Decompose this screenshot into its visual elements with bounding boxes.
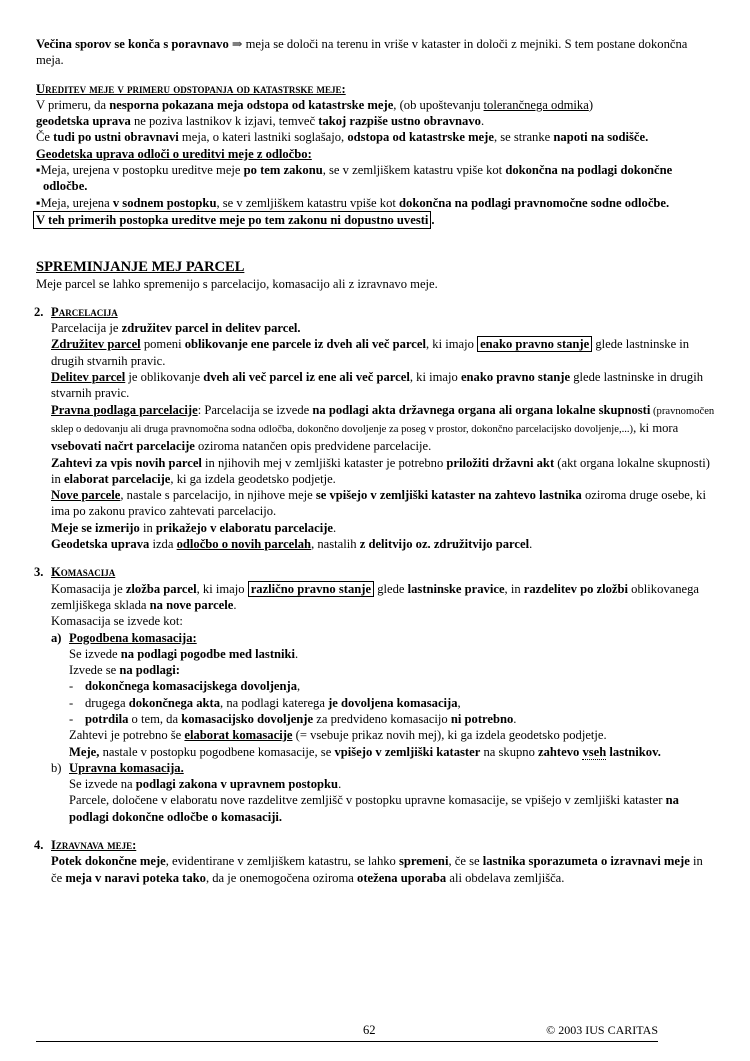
ureditev-p1: V primeru, da nesporna pokazana meja odstopa od katastrske meje, (ob upoštevanju tolerančnega odmika) geodetska uprava ne poziva lastnikov k izjavi, temveč takoj razpiše ustno obravnavo. bbox=[36, 97, 594, 129]
page-number: 62 bbox=[363, 1023, 376, 1037]
page-footer bbox=[36, 1021, 658, 1042]
list-item: - potrdila o tem, da komasacijsko dovoljenje za predvideno komasacijo ni potrebno. bbox=[69, 711, 517, 726]
section-number: 2. bbox=[34, 304, 44, 319]
boxed-statement: V teh primerih postopka ureditve meje po tem zakonu ni dopustno uvesti . bbox=[36, 211, 716, 229]
list-item: - dokončnega komasacijskega dovoljenja, bbox=[69, 679, 301, 694]
ureditev-p4: Geodetska uprava odloči o ureditvi meje z odločbo: bbox=[36, 146, 312, 161]
ureditev-heading: Ureditev meje v primeru odstopanja od katastrske meje: bbox=[36, 81, 346, 96]
section-intro: Meje parcel se lahko spremenijo s parcelacijo, komasacijo ali z izravnavo meje. bbox=[36, 276, 438, 291]
list-item: ▪Meja, urejena v sodnem postopku, se v zemljiškem katastru vpiše kot dokončna na podlagi pravnomočne sodne odločbe. bbox=[36, 195, 670, 210]
section-number: 3. bbox=[34, 565, 44, 580]
list-item: ▪Meja, urejena v postopku ureditve meje po tem zakonu, se v zemljiškem katastru vpiše kot dokončna na podlagi dokončne odločbe. bbox=[36, 163, 673, 194]
copyright: © 2003 IUS CARITAS bbox=[546, 1023, 658, 1037]
ureditev-p3: Če tudi po ustni obravnavi meja, o kateri lastniki soglašajo, odstopa od katastrske meje, se stranke napoti na sodišče. bbox=[36, 130, 649, 145]
subsection-b: b) Upravna komasacija. Se izvede na podlagi zakona v upravnem postopku. Parcele, določene v elaboratu nove razdelitve zemljišč v postopku upravne komasacije, se vpišejo v zemljiški kataster na podlagi dokončne odločbe o komasaciji. bbox=[51, 760, 679, 824]
intro-paragraph bbox=[36, 36, 716, 69]
section-title: Izravnava meje: bbox=[51, 838, 137, 853]
document-page bbox=[36, 36, 716, 886]
bullet-square-icon: ▪ bbox=[36, 163, 41, 178]
subsection-a: a) Pogodbena komasacija: Se izvede na podlagi pogodbe med lastniki. Izvede se na podlagi: - dokončnega komasacijskega dovoljenja, - drugega dokončnega akta, na podlagi katerega je dovoljena komasacija, - potrdila o tem, da komasacijsko dovoljenje za predvideno komasacijo ni potrebno. Zahtevi je potrebno še elaborat komasacije (= vsebuje prikaz novih mej), ki ga izdela geodetsko podjetje. Meje, nastale v postopku pogodbene komasacije, se vpišejo v zemljiški kataster na skupno zahtevo vseh lastnikov. bbox=[51, 630, 716, 760]
section-title: Komasacija bbox=[51, 565, 116, 580]
section-number: 4. bbox=[34, 838, 44, 853]
list-item: - drugega dokončnega akta, na podlagi katerega je dovoljena komasacija, bbox=[69, 695, 461, 710]
section-heading: SPREMINJANJE MEJ PARCEL bbox=[36, 259, 245, 276]
section-parcelacija: 2. Parcelacija Parcelacija je združitev parcel in delitev parcel. Združitev parcel pomeni oblikovanje ene parcele iz dveh ali več parcel, ki imajo enako pravno stanje glede lastninske in drugih stvarnih pravic. Delitev parcel je oblikovanje dveh ali več parcel iz ene ali več parcel, ki imajo enako pravno stanje glede lastninske in drugih stvarnih pravic. Pravna podlaga parcelacije: Parcelacija se izvede na podlagi akta državnega organa ali organa lokalne skupnosti (pravnomočen sklep o dedovanju ali druga pravnomočna sodna odločba, dokončno dovoljenje za poseg v prostor, dokončno parcelacijsko dovoljenje,...), ki mora vsebovati načrt parcelacije oziroma natančen opis predvidene parcelacije. Zahtevi za vpis novih parcel in njihovih mej v zemljiški kataster je potrebno priložiti državni akt (akt organa lokalne skupnosti) in elaborat parcelacije, ki ga izdela geodetsko podjetje. Nove parcele, nastale s parcelacijo, in njihove meje se vpišejo v zemljiški kataster na zahtevo lastnika oziroma druge osebe, ki ima po zakonu pravico zahtevati parcelacijo. Meje se izmerijo in prikažejo v elaboratu parcelacije. Geodetska uprava izda odločbo o novih parcelah, nastalih z delitvijo oz. združitvijo parcel. bbox=[34, 304, 715, 552]
section-izravnava: 4. Izravnava meje: Potek dokončne meje, evidentirane v zemljiškem katastru, se lahko spremeni, če se lastnika sporazumeta o izravnavi meje in če meja v naravi poteka tako, da je onemogočena oziroma otežena uporaba ali obdelava zemljišča. bbox=[34, 838, 703, 885]
intro-bold: Večina sporov se konča s poravnavo bbox=[36, 37, 229, 51]
section-title: Parcelacija bbox=[51, 304, 118, 319]
implies-arrow: ⇒ bbox=[228, 37, 246, 51]
section-komasacija: 3. Komasacija Komasacija je zložba parcel, ki imajo različno pravno stanje glede lastninske pravice, in razdelitev po zložbi oblikovanega zemljiškega sklada na nove parcele. Komasacija se izvede kot: a) Pogodbena komasacija: Se izvede na podlagi pogodbe med lastniki. Izvede se na podlagi: - dokončnega komasacijskega dovoljenja, - drugega dokončnega akta, na podlagi katerega je dovoljena komasacija, - potrdila o tem, da komasacijsko dovoljenje za predvideno komasacijo ni potrebno. Zahtevi je potrebno še elaborat komasacije (= vsebuje prikaz novih mej), ki ga izdela geodetsko podjetje. Meje, nastale v postopku pogodbene komasacije, se vpišejo v zemljiški kataster na skupno zahtevo vseh lastnikov. b) Upravna komasacija. Se izvede na podlagi zakona v upravnem postopku. Parcele, določene v elaboratu nove razdelitve zemljišč v postopku upravne komasacije, se vpišejo v zemljiški kataster na podlagi dokončne odločbe o komasaciji. bbox=[36, 564, 716, 825]
intro-text: meja se določi na terenu in vriše v kataster in določi z mejniki. S tem postane dokončna meja. bbox=[36, 37, 688, 68]
bullet-square-icon: ▪ bbox=[36, 195, 41, 210]
